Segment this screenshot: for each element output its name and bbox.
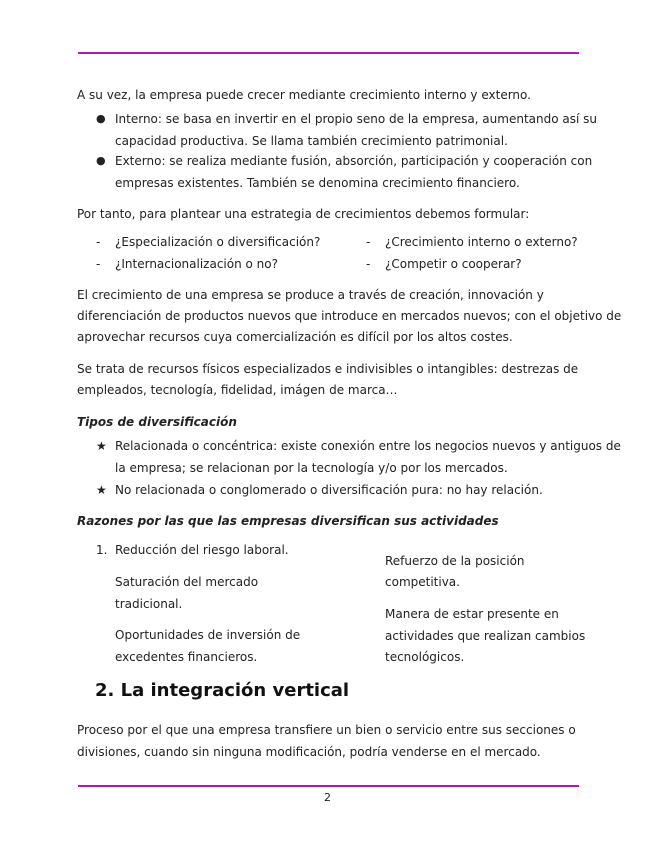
question-internationalization: ¿Internacionalización o no? [115,257,279,271]
growth-external-line1: Externo: se realiza mediante fusión, absorción, participación y cooperación con [115,154,593,168]
resources-paragraph-line2: empleados, tecnología, fidelidad, imágen de marca… [77,383,398,397]
growth-paragraph-line3: aprovechar recursos cuya comercialización es difícil por los altos costes. [77,330,513,344]
reason-risk-reduction: Reducción del riesgo laboral. [115,543,289,557]
question-specialization: ¿Especialización o diversificación? [115,235,321,249]
reason-market-saturation-line1: Saturación del mercado [115,575,259,589]
reason-tech-presence-line1: Manera de estar presente en [385,607,559,621]
strategy-intro: Por tanto, para plantear una estrategia de crecimientos debemos formular: [77,207,530,221]
bullet-icon: ● [96,112,106,125]
reasons-heading: Razones por las que las empresas diversifican sus actividades [77,514,499,528]
reason-investment-line2: excedentes financieros. [115,650,258,664]
growth-paragraph-line2: diferenciación de productos nuevos que introduce en mercados nuevos; con el objetivo de [77,309,622,323]
footer-rule [78,785,579,787]
intro-paragraph: A su vez, la empresa puede crecer mediante crecimiento interno y externo. [77,88,531,102]
star-icon: ★ [96,439,107,453]
unrelated-diversification: No relacionada o conglomerado o diversificación pura: no hay relación. [115,483,543,497]
bullet-icon: ● [96,154,106,167]
reason-market-saturation-line2: tradicional. [115,597,183,611]
page-number: 2 [324,791,331,804]
vertical-paragraph-line2: divisiones, cuando sin ninguna modificación, podría venderse en el mercado. [77,745,541,759]
vertical-paragraph-line1: Proceso por el que una empresa transfiere un bien o servicio entre sus secciones o [77,723,576,737]
growth-internal-line2: capacidad productiva. Se llama también crecimiento patrimonial. [115,134,508,148]
header-rule [78,52,579,54]
resources-paragraph-line1: Se trata de recursos físicos especializados e indivisibles o intangibles: destrezas de [77,362,579,376]
dash-marker: - [366,257,371,271]
growth-external-line2: empresas existentes. También se denomina crecimiento financiero. [115,176,520,190]
related-diversification-line1: Relacionada o concéntrica: existe conexión entre los negocios nuevos y antiguos de [115,439,621,453]
reason-competitive-line1: Refuerzo de la posición [385,554,525,568]
reason-investment-line1: Oportunidades de inversión de [115,628,301,642]
dash-marker: - [96,257,101,271]
growth-internal-line1: Interno: se basa en invertir en el propio seno de la empresa, aumentando así su [115,112,597,126]
question-compete-cooperate: ¿Competir o cooperar? [385,257,522,271]
reason-tech-presence-line3: tecnológicos. [385,650,465,664]
growth-paragraph-line1: El crecimiento de una empresa se produce a través de creación, innovación y [77,288,544,302]
dash-marker: - [96,235,101,249]
list-number: 1. [96,543,108,557]
star-icon: ★ [96,483,107,497]
diversification-heading: Tipos de diversificación [77,415,237,429]
related-diversification-line2: la empresa; se relacionan por la tecnología y/o por los mercados. [115,461,508,475]
dash-marker: - [366,235,371,249]
question-internal-external: ¿Crecimiento interno o externo? [385,235,578,249]
reason-competitive-line2: competitiva. [385,575,460,589]
reason-tech-presence-line2: actividades que realizan cambios [385,629,586,643]
section-title: 2. La integración vertical [95,680,350,701]
